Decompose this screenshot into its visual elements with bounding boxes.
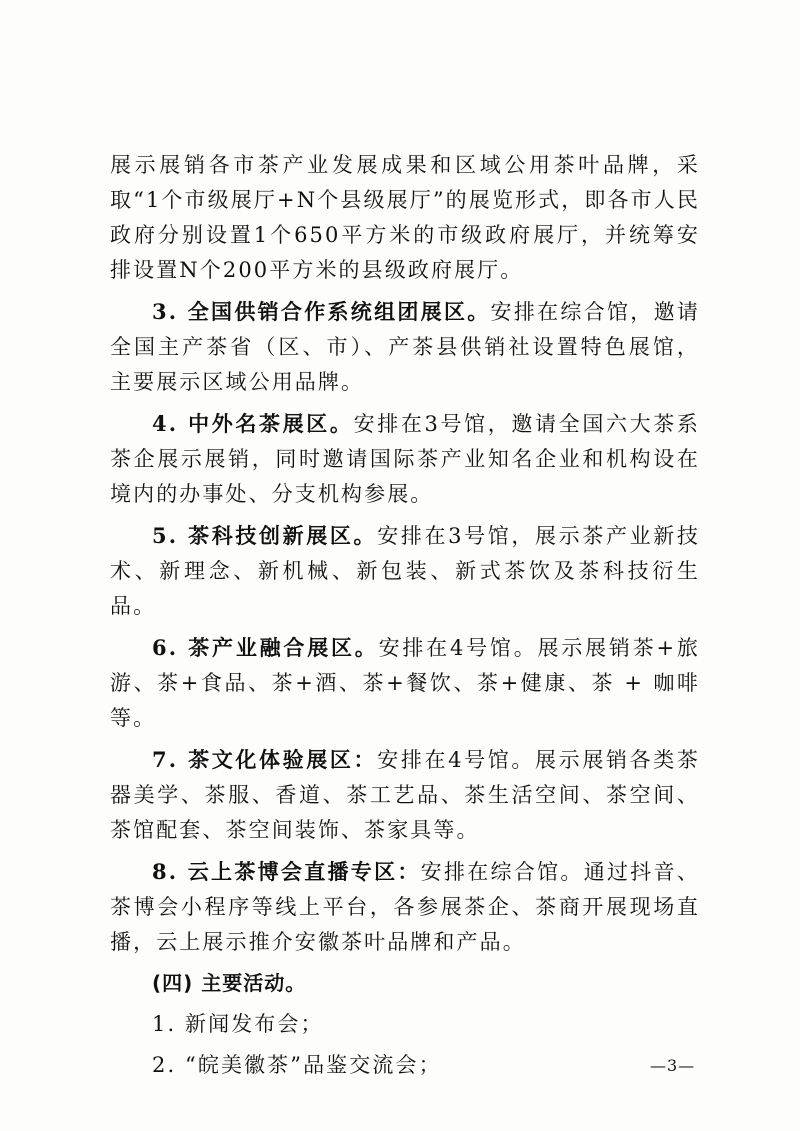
zone-paragraph-6 [110, 630, 700, 736]
zone-heading-4: 4. 中外名茶展区。 [152, 411, 354, 436]
zone-text-4: 安排在3号馆，邀请全国六大茶系茶企展示展销，同时邀请国际茶产业知名企业和机构设在境内的办事处、分支机构参展。 [110, 412, 700, 506]
zone-paragraph-5 [110, 518, 700, 624]
page-number: —3— [650, 1056, 696, 1075]
document-body [110, 148, 700, 1083]
zone-text-8: 安排在综合馆。通过抖音、茶博会小程序等线上平台，各参展茶企、茶商开展现场直播，云上展示推介安徽茶叶品牌和产品。 [110, 860, 700, 954]
zone-heading-7: 7. 茶文化体验展区： [152, 747, 378, 772]
zone-paragraph-3 [110, 294, 700, 400]
zone-paragraph-4 [110, 406, 700, 512]
zone-text-5: 安排在3号馆，展示茶产业新技术、新理念、新机械、新包装、新式茶饮及茶科技衍生品。 [110, 524, 700, 618]
activity-item-1: 1. 新闻发布会； [152, 1012, 324, 1036]
zone-text-6: 安排在4号馆。展示展销茶+旅游、茶+食品、茶+酒、茶+餐饮、茶+健康、茶 + 咖啡等。 [110, 636, 700, 730]
zone-heading-8: 8. 云上茶博会直播专区： [152, 859, 421, 884]
activity-item-2: 2. “皖美徽茶”品鉴交流会； [152, 1053, 442, 1077]
section-heading: (四) 主要活动。 [152, 971, 307, 995]
zone-heading-3: 3. 全国供销合作系统组团展区。 [152, 299, 491, 324]
zone-paragraph-7 [110, 742, 700, 848]
zone-text-7: 安排在4号馆。展示展销各类茶器美学、茶服、香道、茶工艺品、茶生活空间、茶空间、茶馆配套、茶空间装饰、茶家具等。 [110, 748, 700, 842]
intro-paragraph: 展示展销各市茶产业发展成果和区域公用茶叶品牌，采取“1个市级展厅+N个县级展厅”的展览形式，即各市人民政府分别设置1个650平方米的市级政府展厅，并统筹安排设置N个200平方米的县级政府展厅。 [110, 153, 700, 282]
zone-heading-5: 5. 茶科技创新展区。 [152, 523, 378, 548]
zone-heading-6: 6. 茶产业融合展区。 [152, 635, 379, 660]
zone-paragraph-8 [110, 854, 700, 960]
zone-text-3: 安排在综合馆，邀请全国主产茶省（区、市）、产茶县供销社设置特色展馆，主要展示区域公用品牌。 [110, 300, 700, 394]
